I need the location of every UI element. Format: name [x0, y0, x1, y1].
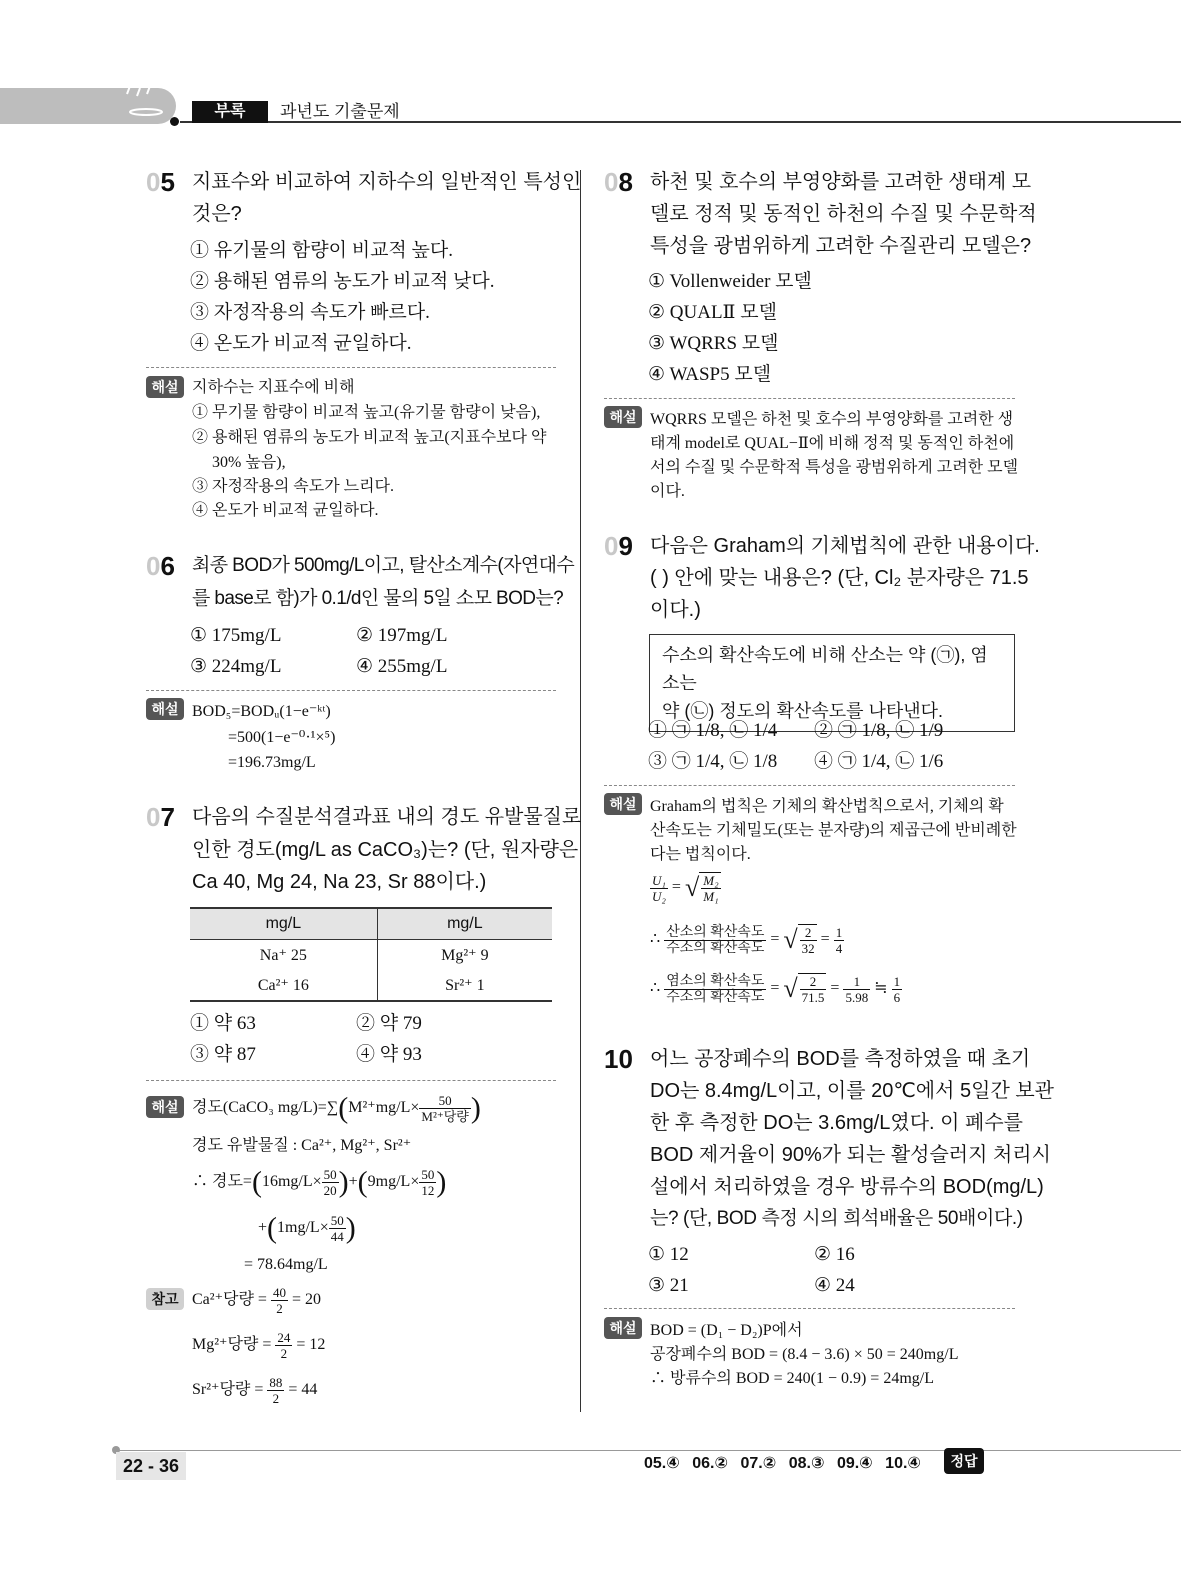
answer-option: ③ WQRRS 모델	[648, 333, 779, 354]
answer-option: ③ 224mg/L	[190, 656, 282, 677]
explanation-line: ② 용해된 염류의 농도가 비교적 높고(지표수보다 약	[192, 429, 547, 446]
question-text: BOD 제거율이 90%가 되는 활성슬러지 처리시	[650, 1144, 1051, 1166]
question-number: 10	[604, 1044, 633, 1074]
chlorine-ratio: ∴ $\frac{\text{염소의 확산속도}}{\text{수소의 확산속도}}$ = √ $\frac{2}{71.5}$ = $\frac{1}{5.98}$ ≒ $\frac{1}{6}$	[650, 973, 901, 1005]
answer-option: ① ㉠ 1/8, ㉡ 1/4	[648, 720, 778, 741]
answer-key: 05.④ 06.② 07.② 08.③ 09.④ 10.④	[644, 1455, 921, 1472]
explanation-line: BOD₅=BODᵤ(1−e⁻ᵏᵗ)	[192, 703, 331, 720]
separator	[604, 785, 1015, 786]
footer-rule	[116, 1450, 1181, 1451]
question-text: ( ) 안에 맞는 내용은? (단, Cl₂ 분자량은 71.5	[650, 567, 1029, 589]
page-number: 22 - 36	[116, 1452, 186, 1480]
question-text: 것은?	[192, 203, 242, 225]
question-number: 05	[146, 167, 175, 197]
section-tag: 부록	[192, 101, 268, 123]
answer-option: ③ 자정작용의 속도가 빠르다.	[190, 302, 430, 323]
question-text: 델로 정적 및 동적인 하천의 수질 및 수문학적	[650, 203, 1037, 225]
explanation-badge: 해설	[604, 1317, 642, 1339]
answer-option: ② 16	[814, 1244, 855, 1265]
equivalent-line: Sr²⁺당량 = $\frac{88}{2}$ = 44	[192, 1374, 318, 1406]
explanation-badge: 해설	[604, 406, 642, 428]
answer-option: ④ 약 93	[356, 1044, 422, 1065]
hardness-calc: +(1mg/L× $\frac{50}{44}$ )	[258, 1211, 356, 1245]
explanation-line: 산속도는 기체밀도(또는 분자량)의 제곱근에 반비례한	[650, 822, 1017, 839]
explanation-line: 다는 법칙이다.	[650, 846, 751, 863]
separator	[604, 1308, 1015, 1309]
question-text: 어느 공장폐수의 BOD를 측정하였을 때 초기	[650, 1048, 1031, 1070]
answer-option: ② 약 79	[356, 1013, 422, 1034]
explanation-badge: 해설	[146, 1096, 184, 1118]
question-text: 를 base로 함)가 0.1/d인 물의 5일 소모 BOD는?	[192, 588, 564, 609]
explanation-line: =500(1−e⁻⁰·¹×⁵)	[228, 729, 336, 746]
table-cell: Mg²⁺ 9	[441, 947, 489, 964]
explanation-line: 공장폐수의 BOD = (8.4 − 3.6) × 50 = 240mg/L	[650, 1346, 959, 1363]
explanation-line: ③ 자정작용의 속도가 느리다.	[192, 478, 395, 495]
answer-option: ③ 21	[648, 1275, 689, 1296]
answer-option: ① 유기물의 함량이 비교적 높다.	[190, 240, 453, 261]
cloud-rain-icon	[112, 56, 172, 120]
box-line: 수소의 확산속도에 비해 산소는 약 (㉠), 염소는	[662, 645, 988, 693]
answer-option: ② 197mg/L	[356, 625, 448, 646]
question-number: 09	[604, 531, 633, 561]
question-text: Ca 40, Mg 24, Na 23, Sr 88이다.)	[192, 871, 487, 893]
oxygen-ratio: ∴ $\frac{\text{산소의 확산속도}}{\text{수소의 확산속도}}$ = √ $\frac{2}{32}$ = $\frac{1}{4}$	[650, 924, 843, 956]
explanation-line: 경도 유발물질 : Ca²⁺, Mg²⁺, Sr²⁺	[192, 1137, 412, 1154]
answer-option: ④ ㉠ 1/4, ㉡ 1/6	[814, 751, 944, 772]
equivalent-line: Mg²⁺당량 = $\frac{24}{2}$ = 12	[192, 1329, 326, 1361]
explanation-line: =196.73mg/L	[228, 754, 316, 771]
answer-option: ② 용해된 염류의 농도가 비교적 낮다.	[190, 271, 495, 292]
separator	[146, 367, 556, 368]
header-dot	[170, 117, 179, 126]
hardness-formula: 경도(CaCO₃ mg/L)=∑(M²⁺mg/L× $\frac{50}{\text{M²⁺당량}}$ )	[192, 1091, 481, 1125]
question-text: 다음은 Graham의 기체법칙에 관한 내용이다.	[650, 535, 1040, 557]
question-text: 특성을 광범위하게 고려한 수질관리 모델은?	[650, 235, 1032, 257]
answer-key-badge: 정답	[944, 1448, 984, 1474]
question-text: 설에서 처리하였을 경우 방류수의 BOD(mg/L)	[650, 1176, 1044, 1198]
table-header: mg/L	[190, 908, 377, 940]
explanation-line: ① 무기물 함량이 비교적 높고(유기물 함량이 낮음),	[192, 404, 541, 421]
answer-option: ① 약 63	[190, 1013, 256, 1034]
box-line: 약 (㉡) 정도의 확산속도를 나타낸다.	[662, 701, 944, 721]
explanation-line: 서의 수질 및 수문학적 특성을 광범위하게 고려한 모델	[650, 459, 1019, 476]
section-title: 과년도 기출문제	[280, 102, 400, 121]
question-text: 한 후 측정한 DO는 3.6mg/L였다. 이 폐수를	[650, 1112, 1024, 1134]
answer-option: ③ ㉠ 1/4, ㉡ 1/8	[648, 751, 778, 772]
explanation-line: 이다.	[650, 483, 685, 500]
hardness-calc: ∴ 경도=(16mg/L× $\frac{50}{20}$ )+(9mg/L× $\frac{50}{12}$ )	[192, 1165, 447, 1199]
question-text: 는? (단, BOD 측정 시의 희석배율은 50배이다.)	[650, 1208, 1023, 1229]
graham-formula: $\frac{\text{U₁}}{\text{U₂}}$ = √ $\frac{\text{M₂}}{\text{M₁}}$	[652, 872, 719, 904]
equivalent-line: Ca²⁺당량 = $\frac{40}{2}$ = 20	[192, 1284, 321, 1316]
answer-option: ④ 온도가 비교적 균일하다.	[190, 333, 412, 354]
question-text: 최종 BOD가 500mg/L이고, 탈산소계수(자연대수	[192, 555, 575, 576]
answer-option: ① Vollenweider 모델	[648, 271, 812, 292]
answer-option: ④ WASP5 모델	[648, 364, 772, 385]
explanation-badge: 해설	[604, 793, 642, 815]
question-number: 06	[146, 551, 175, 581]
explanation-line: 태계 model로 QUAL−Ⅱ에 비해 정적 및 동적인 하천에	[650, 435, 1015, 452]
answer-option: ② ㉠ 1/8, ㉡ 1/9	[814, 720, 944, 741]
explanation-line: Graham의 법칙은 기체의 확산법칙으로서, 기체의 확	[650, 798, 1004, 815]
table-cell: Ca²⁺ 16	[190, 970, 377, 1001]
column-divider	[580, 170, 581, 1412]
question-number: 08	[604, 167, 633, 197]
question-number: 07	[146, 802, 175, 832]
answer-option: ① 12	[648, 1244, 689, 1265]
table-cell: Sr²⁺ 1	[377, 970, 552, 1001]
data-table	[190, 907, 552, 1002]
answer-option: ④ 255mg/L	[356, 656, 448, 677]
explanation-badge: 해설	[146, 376, 184, 398]
answer-option: ③ 약 87	[190, 1044, 256, 1065]
explanation-line: 30% 높음),	[212, 454, 286, 471]
answer-option: ① 175mg/L	[190, 625, 282, 646]
explanation-line: = 78.64mg/L	[244, 1256, 328, 1273]
explanation-line: BOD = (D₁ − D₂)P에서	[650, 1322, 803, 1339]
table-header: mg/L	[377, 908, 552, 940]
separator	[146, 1080, 556, 1081]
separator	[604, 398, 1015, 399]
explanation-line: 지하수는 지표수에 비해	[192, 379, 355, 396]
table-cell: Na⁺ 25	[190, 940, 377, 971]
explanation-badge: 해설	[146, 698, 184, 720]
separator	[146, 690, 556, 691]
explanation-line: WQRRS 모델은 하천 및 호수의 부영양화를 고려한 생	[650, 411, 1014, 428]
question-text: DO는 8.4mg/L이고, 이를 20℃에서 5일간 보관	[650, 1080, 1054, 1102]
question-text: 다음의 수질분석결과표 내의 경도 유발물질로	[192, 806, 582, 828]
question-text: 인한 경도(mg/L as CaCO₃)는? (단, 원자량은	[192, 839, 579, 861]
question-text: 지표수와 비교하여 지하수의 일반적인 특성인	[192, 171, 582, 193]
answer-option: ④ 24	[814, 1275, 855, 1296]
explanation-line: ④ 온도가 비교적 균일하다.	[192, 502, 379, 519]
question-text: 이다.)	[650, 599, 701, 621]
explanation-line: ∴ 방류수의 BOD = 240(1 − 0.9) = 24mg/L	[650, 1370, 934, 1387]
answer-option: ② QUALⅡ 모델	[648, 302, 777, 323]
reference-badge: 참고	[146, 1288, 184, 1310]
question-text: 하천 및 호수의 부영양화를 고려한 생태계 모	[650, 171, 1032, 193]
